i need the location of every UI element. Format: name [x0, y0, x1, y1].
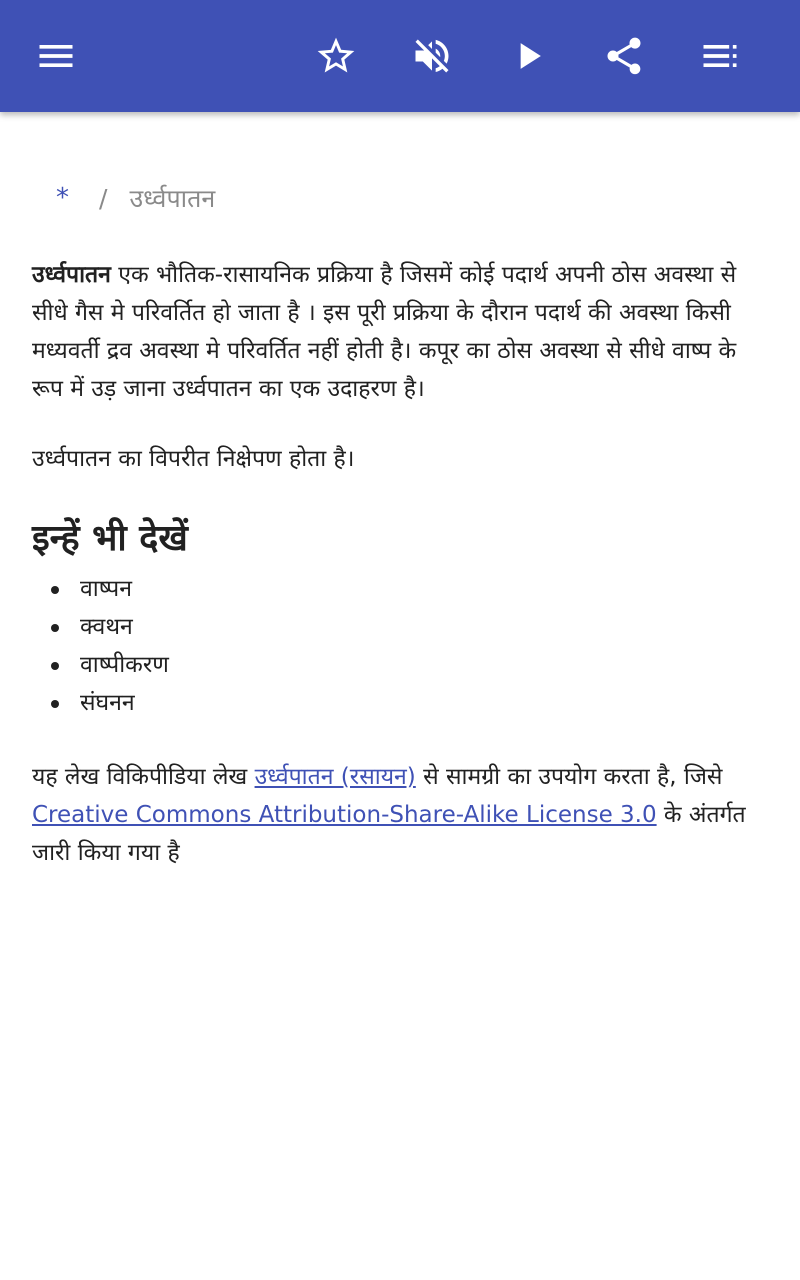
- license-link[interactable]: Creative Commons Attribution-Share-Alike License 3.0: [32, 802, 657, 828]
- breadcrumb-separator: /: [99, 183, 108, 213]
- playlist-icon: [698, 34, 742, 78]
- contents-button[interactable]: [690, 26, 750, 86]
- share-icon: [602, 34, 646, 78]
- opposite-paragraph: उर्ध्वपातन का विपरीत निक्षेपण होता है।: [32, 446, 355, 472]
- attribution-suffix: के अंतर्गत जारी किया गया है: [32, 802, 746, 866]
- share-button[interactable]: [594, 26, 654, 86]
- see-also-heading: इन्हें भी देखें: [32, 518, 188, 559]
- attribution-paragraph: [32, 758, 768, 872]
- list-item: संघनन: [32, 684, 768, 722]
- intro-text: एक भौतिक-रासायनिक प्रक्रिया है जिसमें कोई पदार्थ अपनी ठोस अवस्था से सीधे गैस मे परिवर्तित हो जाता है । इस पूरी प्रक्रिया के दौरान पदार्थ की अवस्था किसी मध्यवर्ती द्रव अवस्था मे परिवर्तित नहीं होती है। कपूर का ठोस अवस्था से सीधे वाष्प के रूप में उड़ जाना उर्ध्वपातन का एक उदाहरण है।: [32, 262, 737, 402]
- menu-icon: [34, 34, 78, 78]
- app-bar: [0, 0, 800, 112]
- attribution-middle: से सामग्री का उपयोग करता है, जिसे: [415, 764, 723, 790]
- menu-button[interactable]: [26, 26, 86, 86]
- source-article-link[interactable]: उर्ध्वपातन (रसायन): [254, 764, 416, 790]
- intro-paragraph: [32, 256, 768, 408]
- mute-button[interactable]: [402, 26, 462, 86]
- list-item: वाष्पन: [32, 570, 768, 608]
- breadcrumb: [56, 180, 215, 216]
- play-icon: [506, 34, 550, 78]
- bookmark-button[interactable]: [306, 26, 366, 86]
- list-item: क्वथन: [32, 608, 768, 646]
- article-term: उर्ध्वपातन: [32, 262, 111, 288]
- list-item: वाष्पीकरण: [32, 646, 768, 684]
- volume-off-icon: [410, 34, 454, 78]
- breadcrumb-home[interactable]: *: [56, 183, 69, 213]
- see-also-list: [32, 570, 768, 722]
- attribution-prefix: यह लेख विकिपीडिया लेख: [32, 764, 255, 790]
- breadcrumb-current: उर्ध्वपातन: [129, 184, 216, 213]
- star-outline-icon: [314, 34, 358, 78]
- article-content: [32, 256, 768, 872]
- play-button[interactable]: [498, 26, 558, 86]
